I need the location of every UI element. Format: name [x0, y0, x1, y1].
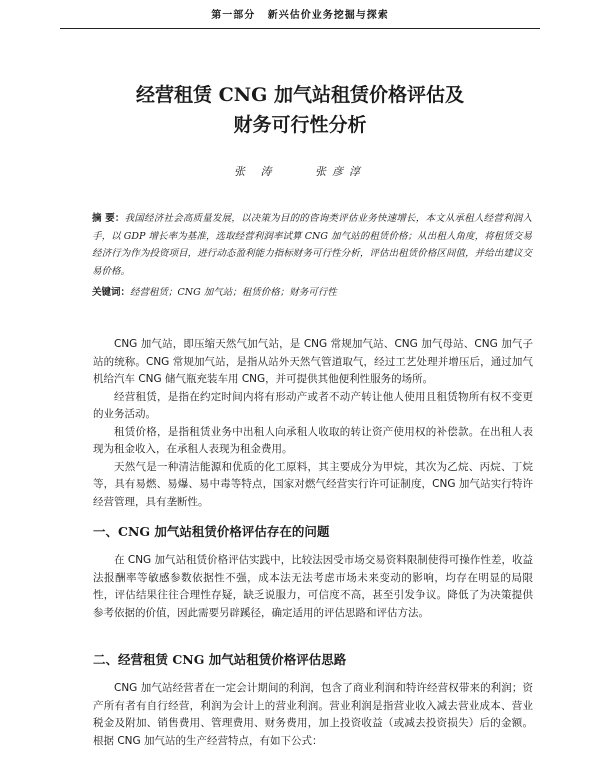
section-2-paragraph: CNG 加气站经营者在一定会计期间的利润，包含了商业利润和特许经营权带来的利润；资产所有者有自行经营，利润为会计上的营业利润。营业利润是指营业收入减去营业成本、营业税金及附加、销售费用、管理费用、财务费用，加上投资收益（或减去投资损失）后的金额。根据 CNG 加气站的生产经营特点，有如下公式：: [93, 682, 533, 747]
abstract: [92, 210, 532, 280]
author-1: 张 涛: [234, 165, 278, 178]
title-line-2: 财务可行性分析: [233, 114, 367, 136]
section-1-heading: 一、CNG 加气站租赁价格评估存在的问题: [93, 524, 330, 539]
abstract-label: 摘 要：: [92, 213, 125, 224]
keywords-label: 关键词：: [92, 287, 131, 298]
intro-paragraph: 租赁价格，是指租赁业务中出租人向承租人收取的转让资产使用权的补偿款。在出租人表现为租金收入，在承租人表现为租金费用。: [93, 425, 533, 455]
intro-paragraph: 天然气是一种清洁能源和优质的化工原料，其主要成分为甲烷，其次为乙烷、丙烷、丁烷等，具有易燃、易爆、易中毒等特点，国家对燃气经营实行许可证制度，CNG 加气站实行特许经营管理，具有垄断性。: [93, 460, 533, 508]
title-line-1: 经营租赁 CNG 加气站租赁价格评估及: [136, 84, 464, 106]
header-divider: [60, 28, 540, 29]
author-2: 张彦淳: [315, 165, 366, 178]
keywords: [92, 285, 532, 301]
running-header: [0, 6, 600, 28]
author-list: [0, 163, 600, 179]
paper-title: [0, 80, 600, 140]
keywords-text: 经营租赁；CNG 加气站；租赁价格；财务可行性: [130, 287, 337, 298]
header-part: 第一部分: [211, 10, 256, 21]
section-1-paragraph: 在 CNG 加气站租赁价格评估实践中，比较法因受市场交易资料限制使得可操作性差，收益法报酬率等敏感参数依据性不强，成本法无法考虑市场未来变动的影响，均存在明显的局限性，评估结果往往合理性存疑，缺乏说服力，可信度不高，甚至引发争议。降低了为决策提供参考依据的价值，因此需要另辟蹊径，确定适用的评估思路和评估方法。: [93, 554, 533, 619]
intro-paragraph: 经营租赁，是指在约定时间内将有形动产或者不动产转让他人使用且租赁物所有权不变更的业务活动。: [93, 390, 533, 420]
abstract-text: 我国经济社会高质量发展，以决策为目的的咨询类评估业务快速增长，本文从承租人经营利润入手，以 GDP 增长率为基准，选取经营利润率试算 CNG 加气站的租赁价格；从出租人角度，将租赁交易经济行为作为投资项目，进行动态盈利能力指标财务可行性分析，评估出租赁价格区间值，并给出建议交易价格。: [92, 213, 532, 277]
section-1-body: [93, 552, 533, 622]
intro-paragraph: CNG 加气站，即压缩天然气加气站，是 CNG 常规加气站、CNG 加气母站、CNG 加气子站的统称。CNG 常规加气站，是指从站外天然气管道取气，经过工艺处理并增压后，通过加气机给汽车 CNG 储气瓶充装车用 CNG，并可提供其他便利性服务的场所。: [93, 338, 533, 385]
header-section: 新兴估价业务挖掘与探索: [267, 10, 389, 21]
section-2-body: [93, 680, 533, 750]
intro-section: [93, 336, 533, 511]
section-2-heading: 二、经营租赁 CNG 加气站租赁价格评估思路: [93, 652, 347, 667]
